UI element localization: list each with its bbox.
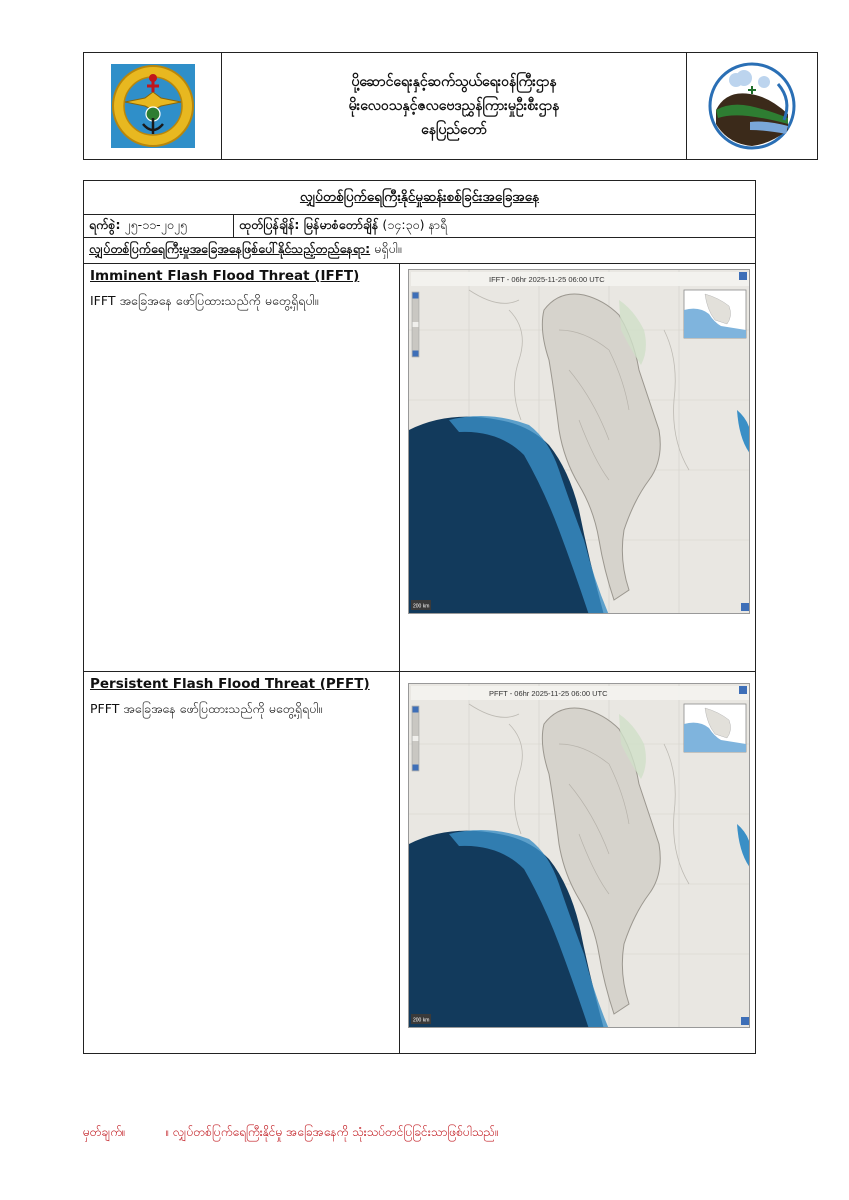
issue-time-cell <box>234 217 447 236</box>
pfft-scale-label: 200 km <box>413 1017 430 1024</box>
issue-time-value: (၁၄:၃၀) နာရီ <box>382 216 448 232</box>
org-line-3: နေပြည်တော် <box>421 122 487 138</box>
left-logo-cell <box>84 53 222 159</box>
hydrology-cycle-icon <box>706 60 798 152</box>
ifft-scale-label: 200 km <box>413 603 430 610</box>
org-line-2: မိုးလေဝသနှင့်ဇလဗေဒညွှန်ကြားမှုဦးစီးဌာန <box>348 98 560 114</box>
footer-note <box>83 1124 499 1142</box>
report-title-row <box>84 181 755 215</box>
ifft-map <box>408 269 750 614</box>
ifft-section <box>84 264 755 672</box>
ministry-emblem-icon <box>105 58 201 154</box>
ifft-description: IFFT အခြေအနေ ဖော်ပြထားသည်ကို မတွေ့ရှိရပါ။ <box>90 293 319 308</box>
date-value: ၂၅-၁၁-၂၀၂၅ <box>124 216 188 232</box>
affected-area-row <box>84 238 755 264</box>
ifft-title: Imminent Flash Flood Threat (IFFT) <box>90 268 360 284</box>
right-logo-cell <box>687 53 817 159</box>
issue-time-label: ထုတ်ပြန်ချိန်: မြန်မာစံတော်ချိန် <box>239 216 379 232</box>
letterhead <box>83 52 818 160</box>
ifft-map-caption: IFFT - 06hr 2025-11-25 06:00 UTC <box>489 275 605 284</box>
date-issue-row <box>84 215 755 238</box>
pfft-description: PFFT အခြေအနေ ဖော်ပြထားသည်ကို မတွေ့ရှိရပါ။ <box>90 701 323 716</box>
pfft-section <box>84 672 755 1053</box>
pfft-title: Persistent Flash Flood Threat (PFFT) <box>90 676 370 692</box>
flash-flood-report-table <box>83 180 756 1054</box>
note-text: ။ လျှပ်တစ်ပြက်ရေကြီးနိုင်မှု အခြေအနေကို သုံးသပ်တင်ပြခြင်းသာဖြစ်ပါသည်။ <box>165 1125 499 1139</box>
report-title: လျှပ်တစ်ပြက်ရေကြီးနိုင်မှုဆန်းစစ်ခြင်းအခြေအနေ <box>299 188 540 205</box>
date-label: ရက်စွဲ: <box>89 216 121 232</box>
pfft-map-caption: PFFT - 06hr 2025-11-25 06:00 UTC <box>489 689 608 698</box>
ifft-text-cell <box>84 264 400 671</box>
zoom-controls <box>412 706 419 771</box>
note-label: မှတ်ချက်။ <box>83 1125 126 1139</box>
pfft-map <box>408 683 750 1028</box>
org-line-1: ပို့ဆောင်ရေးနှင့်ဆက်သွယ်ရေးဝန်ကြီးဌာန <box>351 74 557 90</box>
zoom-controls <box>412 292 419 357</box>
affected-area-label: လျှပ်တစ်ပြက်ရေကြီးမှုအခြေအနေဖြစ်ပေါ်နိုင်သည့်တည်နေရာ: <box>89 241 371 256</box>
pfft-text-cell <box>84 672 400 1053</box>
date-cell <box>84 215 234 237</box>
organization-name <box>222 53 687 159</box>
affected-area-value: မရှိပါ။ <box>374 241 402 256</box>
